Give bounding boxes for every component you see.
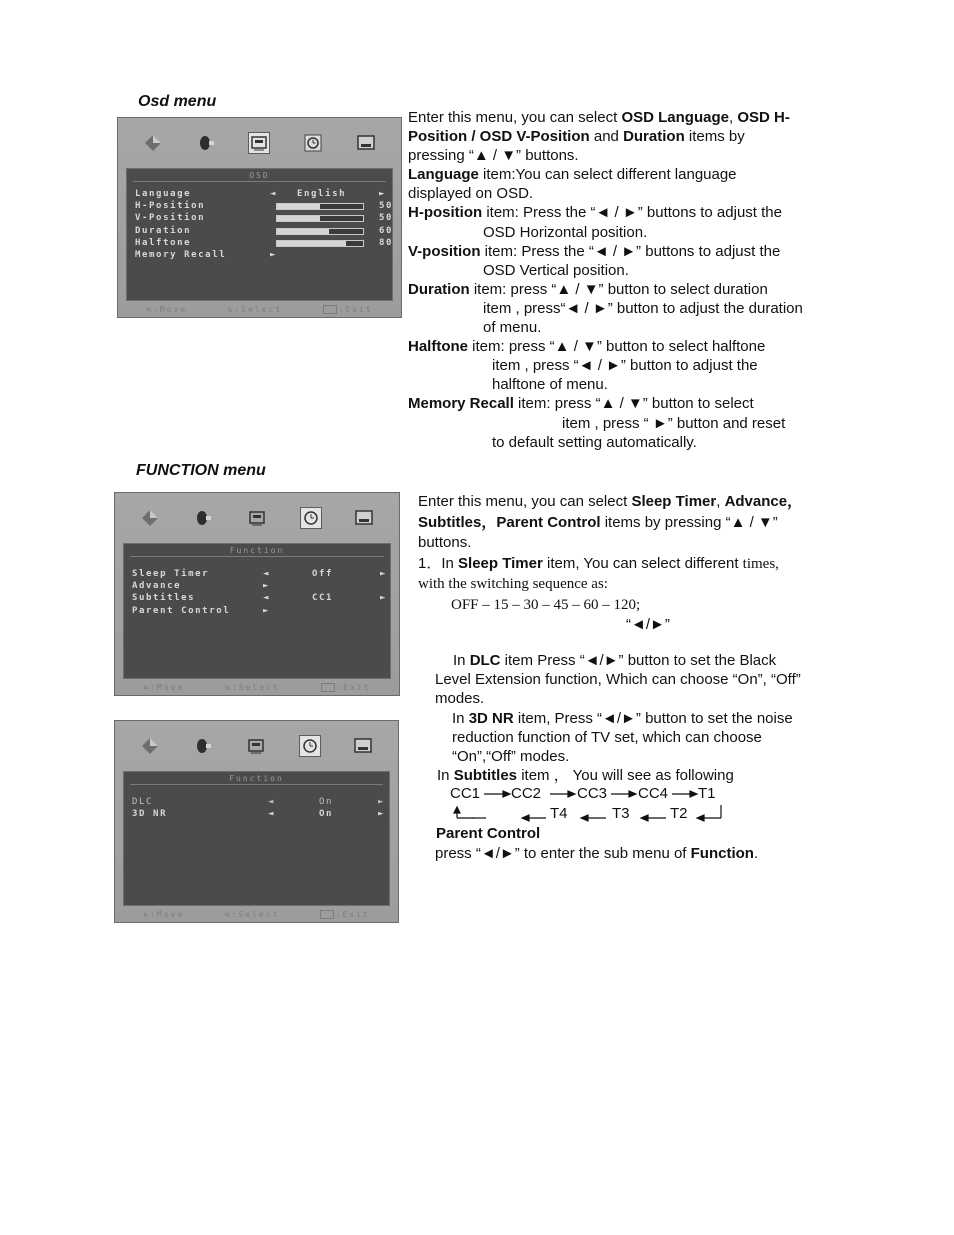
right-arrow-icon[interactable]: ► xyxy=(378,809,386,820)
footer-select-label: :Select xyxy=(231,682,280,692)
footer-move-label: :Move xyxy=(153,304,188,314)
row-value: 80 xyxy=(379,237,394,248)
left-right-arrows-icon: ⇆ xyxy=(143,682,151,692)
function-rows xyxy=(132,568,388,617)
row-label: H-Position xyxy=(135,201,206,212)
level-bar[interactable] xyxy=(276,228,364,235)
menu-row-v-position[interactable] xyxy=(135,212,394,224)
row-value: 60 xyxy=(379,225,394,236)
seq-t4: T4 xyxy=(550,805,568,822)
function-description: Enter this menu, you can select Sleep Timer, Advance， Subtitles，Parent Control items by pressing “▲ / ▼” buttons. 1．In Sleep Timer item, You can select different times, with the switching sequence as: OFF – 15 – 30 – 45 – 60 – 120; “◄/►” xyxy=(418,493,803,633)
left-arrow-icon[interactable]: ◄ xyxy=(268,797,276,807)
up-down-arrows-icon: ⇅ xyxy=(143,909,151,919)
row-label: Memory Recall xyxy=(135,249,227,260)
row-label: Advance xyxy=(132,581,182,592)
footer-select xyxy=(225,683,280,692)
menu-row-3d-nr[interactable] xyxy=(132,808,386,820)
menu-icon-bar xyxy=(118,118,401,168)
right-arrow-icon[interactable]: ► xyxy=(263,581,271,592)
seq-cc2: CC2 xyxy=(511,785,542,802)
row-label: Sleep Timer xyxy=(132,569,210,579)
panel-divider xyxy=(130,784,383,785)
footer-move-label: :Move xyxy=(150,909,185,919)
menu-row-halftone[interactable] xyxy=(135,237,394,249)
menu-icon-bar xyxy=(115,493,399,543)
row-value: 50 xyxy=(379,201,394,212)
subtitles-sequence xyxy=(450,785,750,825)
menu-row-advance[interactable] xyxy=(132,580,380,592)
panel-title: Function xyxy=(229,546,285,555)
screen-footer xyxy=(123,907,390,921)
sound-icon[interactable] xyxy=(192,735,214,757)
osd-menu-screen xyxy=(117,117,402,318)
menu-key-icon xyxy=(321,683,335,692)
exit-icon[interactable] xyxy=(355,132,377,154)
seq-cc4: CC4 xyxy=(638,785,669,802)
row-label: 3D NR xyxy=(132,809,168,820)
panel-divider xyxy=(133,181,386,182)
function-sub-rows xyxy=(132,796,386,820)
row-value: Off xyxy=(312,569,334,579)
menu-row-dlc[interactable] xyxy=(132,796,386,808)
row-label: DLC xyxy=(132,797,154,807)
picture-icon[interactable] xyxy=(142,132,164,154)
right-arrow-icon[interactable]: ► xyxy=(379,189,387,199)
level-fill xyxy=(277,216,320,221)
row-value: On xyxy=(319,809,334,820)
footer-exit-label: :Exit xyxy=(335,909,370,919)
menu-row-memory-recall[interactable] xyxy=(135,249,382,261)
level-fill xyxy=(277,204,320,209)
row-label: Parent Control xyxy=(132,605,231,616)
parent-control-description: Parent Control press “◄/►” to enter the sub menu of Function. xyxy=(435,825,759,862)
left-arrow-icon[interactable]: ◄ xyxy=(263,593,271,604)
function-icon[interactable] xyxy=(302,132,324,154)
left-arrow-icon[interactable]: ◄ xyxy=(270,189,278,199)
footer-select xyxy=(225,910,280,919)
menu-row-parent-control[interactable] xyxy=(132,605,380,617)
osd-menu-panel xyxy=(126,168,393,301)
function-menu-heading: FUNCTION menu xyxy=(136,462,266,479)
row-value: 50 xyxy=(379,213,394,224)
osd-description: Enter this menu, you can select OSD Language, OSD H- Position / OSD V-Position and Duration items by pressing “▲ / ▼” buttons. Language item:You can select different language displayed on OSD. H-position item: Press the “◄ / ►” buttons to adjust the OSD Horizontal position. V-position item: Press the “◄ / ►” buttons to adjust the OSD Vertical position. Duration item: press “▲ / ▼” button to select duration item , press“◄ / ►” button to adjust the duration of menu. Halftone item: press “▲ / ▼” button to select halftone item , press “◄ / ►” button to adjust the halftone of menu. Memory Recall item: press “▲ / ▼” button to select item , press “ ►” button and reset to default setting automatically. xyxy=(408,109,803,451)
up-down-arrows-icon: ⇅ xyxy=(225,682,232,692)
osd-icon[interactable] xyxy=(248,132,270,154)
row-value: CC1 xyxy=(312,593,334,604)
row-label: Subtitles xyxy=(132,593,196,604)
row-label: Duration xyxy=(135,225,192,236)
level-bar[interactable] xyxy=(276,215,364,222)
row-label: V-Position xyxy=(135,213,206,224)
seq-cc3: CC3 xyxy=(577,785,608,802)
screen-footer xyxy=(126,302,393,316)
right-arrow-icon[interactable]: ► xyxy=(263,605,271,616)
sound-icon[interactable] xyxy=(195,132,217,154)
footer-move-label: :Move xyxy=(150,682,185,692)
right-arrow-icon[interactable]: ► xyxy=(380,593,388,604)
menu-row-subtitles[interactable] xyxy=(132,592,388,604)
function-menu-screen-1 xyxy=(114,492,400,696)
function-icon[interactable] xyxy=(299,735,321,757)
left-arrow-icon[interactable]: ◄ xyxy=(263,569,271,579)
level-fill xyxy=(277,229,329,234)
footer-exit-label: :Exit xyxy=(338,304,373,314)
level-bar[interactable] xyxy=(276,203,364,210)
footer-move xyxy=(143,683,184,692)
osd-icon[interactable] xyxy=(246,507,268,529)
right-arrow-icon[interactable]: ► xyxy=(270,249,278,260)
footer-exit xyxy=(323,305,373,314)
seq-t3: T3 xyxy=(612,805,630,822)
row-label: Language xyxy=(135,189,192,199)
osd-rows xyxy=(135,188,394,261)
function-icon[interactable] xyxy=(300,507,322,529)
sequence-arrows-icon xyxy=(450,785,750,825)
function-menu-panel xyxy=(123,543,391,679)
menu-row-h-position[interactable] xyxy=(135,200,394,212)
screen-footer xyxy=(123,680,391,694)
footer-move xyxy=(146,305,187,314)
footer-exit-label: :Exit xyxy=(336,682,371,692)
sound-icon[interactable] xyxy=(192,507,214,529)
footer-exit xyxy=(321,683,371,692)
left-right-arrows-icon: ⇆ xyxy=(224,909,232,919)
row-value: On xyxy=(319,797,334,807)
seq-cc1: CC1 xyxy=(450,785,481,802)
function-advance-description: In DLC item Press “◄/►” button to set the Black Level Extension function, Which can choose “On”, “Off” modes. In 3D NR item, Press “◄/►” button to set the noise reduction function of TV set, which can choose “On”,“Off” modes. In Subtitles item ， You will see as following xyxy=(435,652,801,785)
function-submenu-panel xyxy=(123,771,390,906)
left-right-arrows-icon: ⇆ xyxy=(146,304,154,314)
picture-icon[interactable] xyxy=(139,735,161,757)
right-arrow-icon[interactable]: ► xyxy=(380,569,388,579)
panel-title: OSD xyxy=(249,171,270,180)
menu-row-language[interactable] xyxy=(135,188,387,200)
picture-icon[interactable] xyxy=(139,507,161,529)
menu-key-icon xyxy=(323,305,337,314)
footer-select-label: :Select xyxy=(234,304,283,314)
panel-divider xyxy=(130,556,384,557)
footer-select xyxy=(228,305,283,314)
footer-exit xyxy=(320,910,370,919)
menu-row-duration[interactable] xyxy=(135,225,394,237)
menu-key-icon xyxy=(320,910,334,919)
row-label: Halftone xyxy=(135,237,192,248)
right-arrow-icon[interactable]: ► xyxy=(378,797,386,807)
seq-t2: T2 xyxy=(670,805,688,822)
osd-icon[interactable] xyxy=(245,735,267,757)
level-bar[interactable] xyxy=(276,240,364,247)
osd-menu-heading: Osd menu xyxy=(138,93,217,110)
level-fill xyxy=(277,241,346,246)
row-value: English xyxy=(297,189,347,199)
function-menu-screen-2 xyxy=(114,720,399,923)
exit-icon[interactable] xyxy=(352,735,374,757)
left-arrow-icon[interactable]: ◄ xyxy=(268,809,276,820)
seq-t1: T1 xyxy=(698,785,716,802)
menu-row-sleep-timer[interactable] xyxy=(132,568,388,580)
menu-icon-bar xyxy=(115,721,398,771)
exit-icon[interactable] xyxy=(353,507,375,529)
up-down-arrows-icon: ⇅ xyxy=(227,304,235,314)
footer-move xyxy=(143,910,184,919)
panel-title: Function xyxy=(229,774,284,783)
footer-select-label: :Select xyxy=(231,909,280,919)
